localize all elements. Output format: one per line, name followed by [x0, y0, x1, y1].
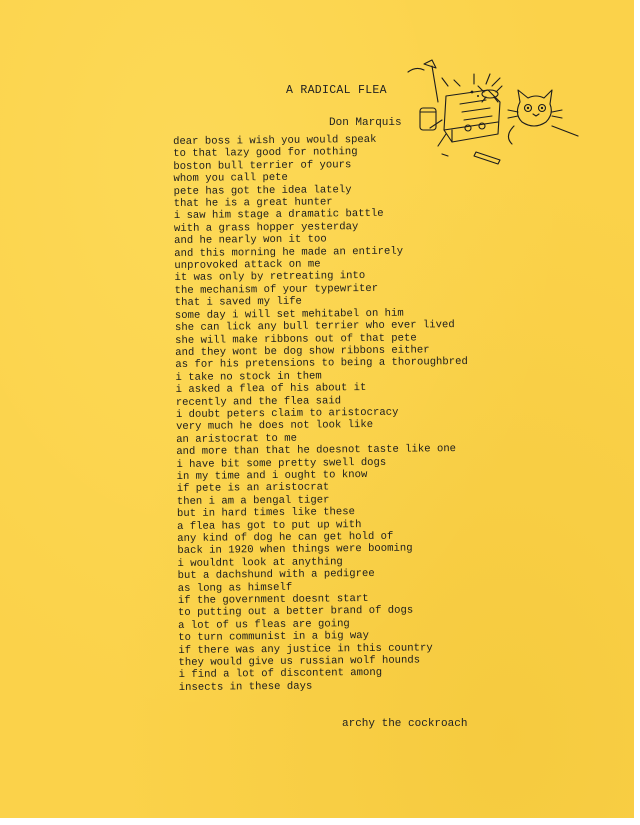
poem-line: that i saved my life	[174, 295, 302, 310]
poem-line: in my time and i ought to know	[176, 468, 368, 483]
poem-title: A RADICAL FLEA	[286, 84, 387, 97]
poem-line: any kind of dog he can get hold of	[177, 530, 394, 545]
poem-line: i find a lot of discontent among	[178, 667, 383, 682]
poem-line: i saw him stage a dramatic battle	[173, 208, 384, 223]
poem-line: as long as himself	[177, 581, 293, 595]
poem-line: dear boss i wish you would speak	[173, 133, 377, 148]
poem-line: if there was any justice in this country	[178, 641, 433, 657]
poem-line: she will make ribbons out of that pete	[175, 331, 417, 347]
poem-line: then i am a bengal tiger	[176, 494, 330, 508]
poem-line: that he is a great hunter	[173, 196, 333, 211]
poem-line: but in hard times like these	[176, 506, 356, 521]
poem-line: whom you call pete	[173, 172, 288, 186]
poem-line: i doubt peters claim to aristocracy	[175, 406, 399, 421]
poem-line: back in 1920 when things were booming	[177, 542, 413, 558]
poem-line: i asked a flea of his about it	[175, 382, 367, 397]
poem-line: pete has got the idea lately	[173, 183, 352, 198]
poem-line: very much he does not look like	[175, 419, 374, 434]
poem-line: unprovoked attack on me	[174, 258, 321, 273]
poem-body	[173, 133, 471, 694]
poem-line: i take no stock in them	[175, 370, 322, 384]
poem-line: if the government doesnt start	[177, 593, 369, 608]
author-name: Don Marquis	[329, 117, 402, 129]
poem-line: she can lick any bull terrier who ever lived	[174, 319, 455, 335]
poem-line: and more than that he doesnot taste like one	[176, 443, 457, 459]
poem-line: but a dachshund with a pedigree	[177, 568, 375, 583]
poem-line: with a grass hopper yesterday	[173, 220, 359, 235]
poem-line: i wouldnt look at anything	[177, 556, 343, 570]
poem-line: and he nearly won it too	[174, 233, 327, 248]
poem-line: an aristocrat to me	[176, 432, 298, 446]
poem-line: insects in these days	[178, 680, 313, 694]
poem-line: some day i will set mehitabel on him	[174, 307, 404, 322]
poem-line: a lot of us fleas are going	[178, 618, 350, 632]
poem-line: to that lazy good for nothing	[173, 146, 358, 161]
poem-line: and they wont be dog show ribbons either	[175, 344, 430, 359]
poem-line: boston bull terrier of yours	[173, 158, 352, 173]
poem-line: as for his pretensions to being a thoroughbred	[175, 356, 468, 372]
poem-line: recently and the flea said	[175, 394, 342, 409]
poem-line: and this morning he made an entirely	[174, 245, 404, 260]
poem-line: it was only by retreating into	[174, 270, 366, 285]
poem-line: to putting out a better brand of dogs	[177, 604, 414, 620]
poem-line: a flea has got to put up with	[177, 518, 362, 533]
poem-line: if pete is an aristocrat	[176, 481, 330, 496]
poem-line: they would give us russian wolf hounds	[178, 654, 421, 670]
poem-line: the mechanism of your typewriter	[174, 282, 379, 297]
signature: archy the cockroach	[342, 718, 468, 730]
poem-line: i have bit some pretty swell dogs	[176, 456, 387, 471]
poem-line: to turn communist in a big way	[178, 630, 370, 645]
